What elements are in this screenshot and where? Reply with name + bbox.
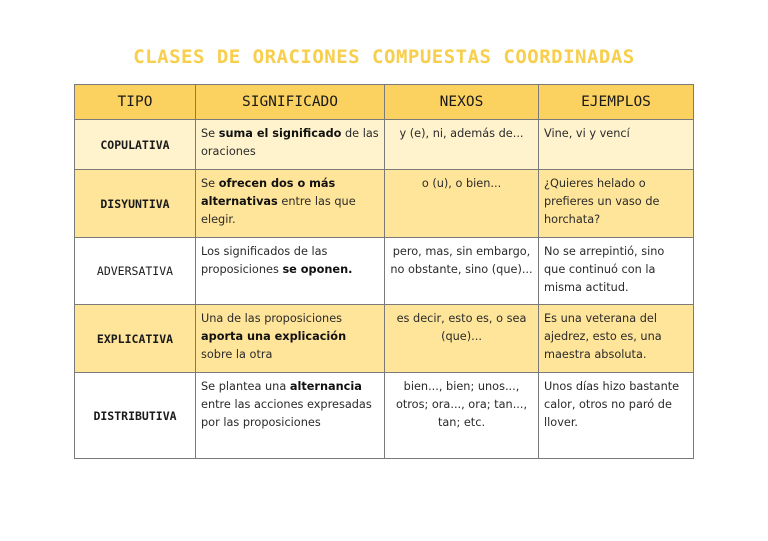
row-nexos: o (u), o bien... (385, 170, 539, 238)
row-significado: Se suma el significado de las oraciones (196, 120, 385, 170)
header-significado: SIGNIFICADO (196, 85, 385, 120)
table-row (75, 120, 694, 170)
row-significado: Se plantea una alternancia entre las acciones expresadas por las proposiciones (196, 373, 385, 459)
row-ejemplos: ¿Quieres helado o prefieres un vaso de horchata? (539, 170, 694, 238)
row-tipo: COPULATIVA (75, 120, 196, 170)
header-ejemplos: EJEMPLOS (539, 85, 694, 120)
row-nexos: pero, mas, sin embargo, no obstante, sino (que)... (385, 238, 539, 305)
row-tipo: DISTRIBUTIVA (75, 373, 196, 459)
row-significado: Se ofrecen dos o más alternativas entre las que elegir. (196, 170, 385, 238)
row-tipo: EXPLICATIVA (75, 305, 196, 373)
row-ejemplos: No se arrepintió, sino que continuó con la misma actitud. (539, 238, 694, 305)
page-title: CLASES DE ORACIONES COMPUESTAS COORDINADAS (133, 46, 635, 68)
table-header-row (75, 85, 694, 120)
row-nexos: y (e), ni, además de... (385, 120, 539, 170)
row-nexos: es decir, esto es, o sea (que)... (385, 305, 539, 373)
row-ejemplos: Es una veterana del ajedrez, esto es, una maestra absoluta. (539, 305, 694, 373)
table-row (75, 170, 694, 238)
classification-table (74, 84, 694, 459)
row-significado: Los significados de las proposiciones se oponen. (196, 238, 385, 305)
row-tipo: ADVERSATIVA (75, 238, 196, 305)
row-nexos: bien..., bien; unos..., otros; ora..., ora; tan..., tan; etc. (385, 373, 539, 459)
table-row (75, 305, 694, 373)
table-row (75, 373, 694, 459)
row-ejemplos: Unos días hizo bastante calor, otros no paró de llover. (539, 373, 694, 459)
header-tipo: TIPO (75, 85, 196, 120)
row-ejemplos: Vine, vi y vencí (539, 120, 694, 170)
header-nexos: NEXOS (385, 85, 539, 120)
row-tipo: DISYUNTIVA (75, 170, 196, 238)
table-row (75, 238, 694, 305)
row-significado: Una de las proposiciones aporta una explicación sobre la otra (196, 305, 385, 373)
